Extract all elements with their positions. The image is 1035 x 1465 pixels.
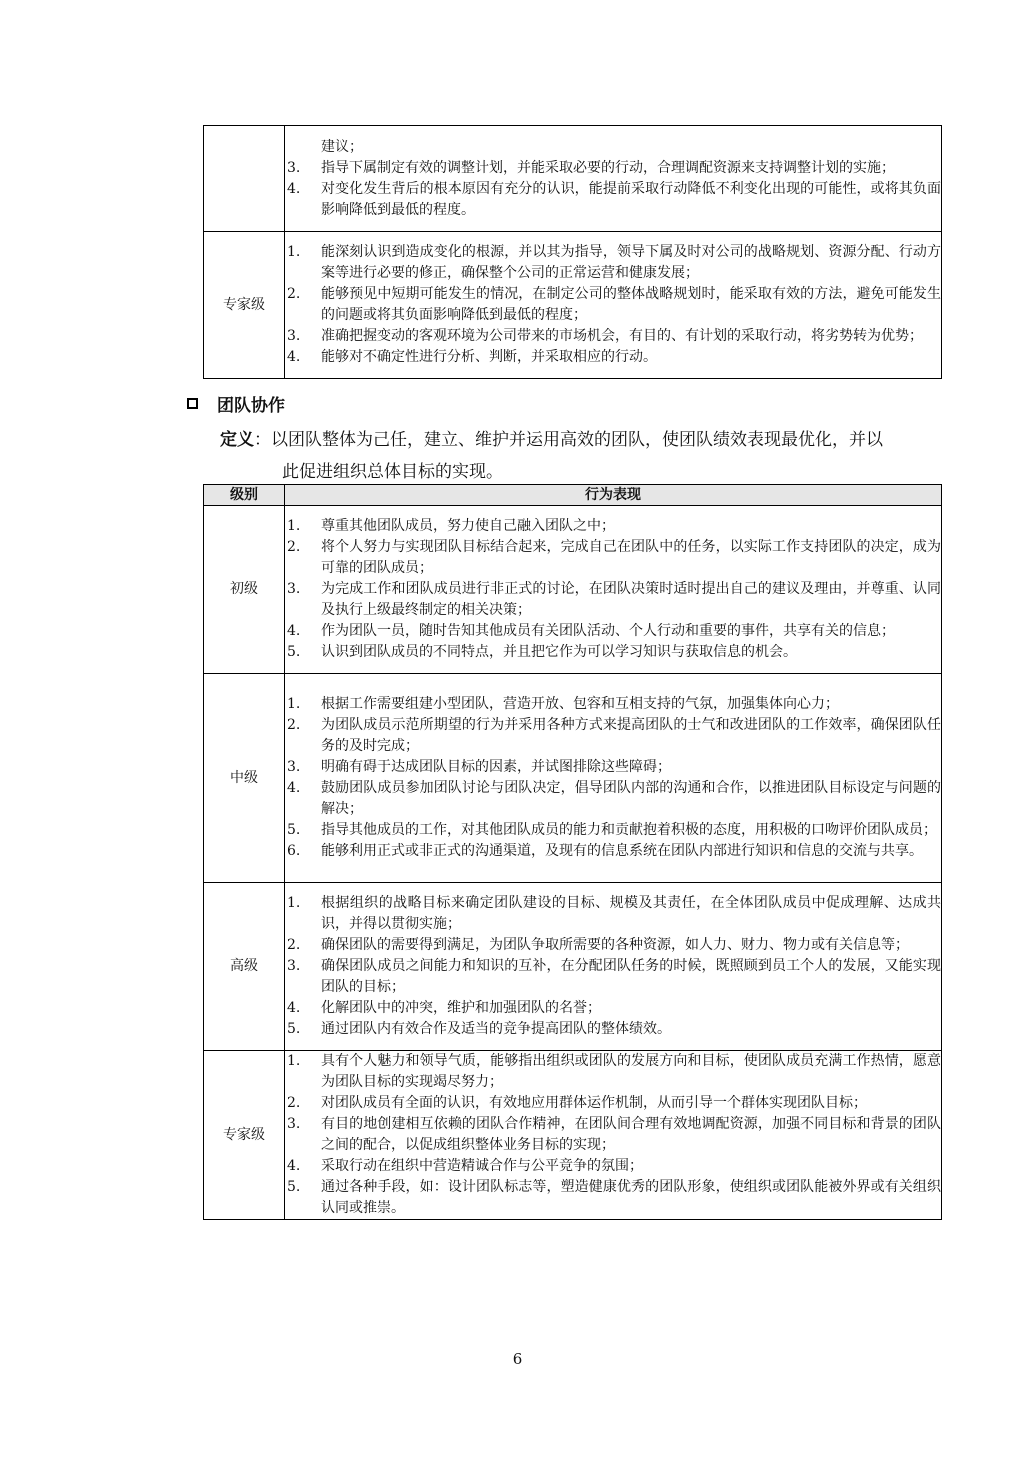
list-item: 4. 化解团队中的冲突，维护和加强团队的名誉；	[287, 1000, 601, 1016]
table-row	[204, 1051, 942, 1220]
team-collaboration-table	[203, 484, 942, 1220]
list-item: 4. 对变化发生背后的根本原因有充分的认识，能提前采取行动降低不利变化出现的可能性，或将其负面影响降低到最低的程度。	[287, 180, 941, 218]
list-item: 5. 通过团队内有效合作及适当的竞争提高团队的整体绩效。	[287, 1021, 671, 1037]
section-heading	[187, 391, 285, 416]
definition-text-continued: 此促进组织总体目标的实现。	[282, 462, 503, 482]
table-row	[204, 506, 942, 674]
list-item: 2. 确保团队的需要得到满足，为团队争取所需要的各种资源，如人力、财力、物力或有关信息等；	[287, 937, 909, 953]
list-item: 1. 具有个人魅力和领导气质，能够指出组织或团队的发展方向和目标，使团队成员充满工作热情，愿意为团队目标的实现竭尽努力；	[287, 1053, 941, 1090]
list-item: 4. 鼓励团队成员参加团队讨论与团队决定，倡导团队内部的沟通和合作，以推进团队目标设定与问题的解决；	[287, 780, 941, 817]
section-title: 团队协作	[217, 396, 285, 416]
level-cell: 中级	[204, 674, 285, 883]
level-cell: 高级	[204, 883, 285, 1051]
list-item: 2. 能够预见中短期可能发生的情况，在制定公司的整体战略规划时，能采取有效的方法，避免可能发生的问题或将其负面影响降低到最低的程度；	[287, 286, 941, 323]
definition-label: 定义	[220, 430, 254, 450]
list-item: 1. 根据工作需要组建小型团队，营造开放、包容和互相支持的气氛，加强集体向心力；	[287, 696, 839, 712]
list-item: 3. 为完成工作和团队成员进行非正式的讨论，在团队决策时适时提出自己的建议及理由，并尊重、认同及执行上级最终制定的相关决策；	[287, 581, 941, 618]
behavior-cell	[285, 883, 942, 1051]
adaptability-competency-table	[203, 125, 942, 379]
level-cell: 初级	[204, 506, 285, 674]
behavior-cell	[285, 674, 942, 883]
list-item: 1. 能深刻认识到造成变化的根源，并以其为指导，领导下属及时对公司的战略规划、资源分配、行动方案等进行必要的修正，确保整个公司的正常运营和健康发展；	[287, 244, 941, 281]
list-item: 2. 为团队成员示范所期望的行为并采用各种方式来提高团队的士气和改进团队的工作效率，确保团队任务的及时完成；	[287, 717, 941, 754]
list-item: 5. 指导其他成员的工作，对其他团队成员的能力和贡献抱着积极的态度，用积极的口吻评价团队成员；	[287, 822, 937, 838]
column-header-behavior: 行为表现	[285, 485, 942, 506]
page-number: 6	[512, 1350, 523, 1368]
definition-text: 以团队整体为己任，建立、维护并运用高效的团队，使团队绩效表现最优化，并以	[271, 430, 883, 450]
definition-paragraph: 定义：以团队整体为己任，建立、维护并运用高效的团队，使团队绩效表现最优化，并以 此促进组织总体目标的实现。	[220, 424, 938, 488]
list-item: 5. 认识到团队成员的不同特点，并且把它作为可以学习知识与获取信息的机会。	[287, 644, 797, 660]
list-item: 3. 准确把握变动的客观环境为公司带来的市场机会，有目的、有计划的采取行动，将劣势转为优势；	[287, 328, 923, 344]
level-cell: 专家级	[204, 232, 285, 379]
list-item: 5. 通过各种手段，如：设计团队标志等，塑造健康优秀的团队形象，使组织或团队能被外界或有关组织认同或推崇。	[287, 1179, 941, 1216]
continuation-text: 建议；	[321, 138, 363, 155]
list-item: 3. 明确有碍于达成团队目标的因素，并试图排除这些障碍；	[287, 759, 671, 775]
behavior-cell	[285, 232, 942, 379]
behavior-cell	[285, 1051, 942, 1220]
list-item: 6. 能够利用正式或非正式的沟通渠道，及现有的信息系统在团队内部进行知识和信息的交流与共享。	[287, 843, 923, 859]
behavior-cell	[285, 506, 942, 674]
table-row	[204, 883, 942, 1051]
list-item: 2. 将个人努力与实现团队目标结合起来，完成自己在团队中的任务，以实际工作支持团队的决定，成为可靠的团队成员；	[287, 539, 941, 576]
list-item: 3. 指导下属制定有效的调整计划，并能采取必要的行动，合理调配资源来支持调整计划的实施；	[287, 159, 895, 176]
column-header-level: 级别	[204, 485, 285, 506]
behavior-cell	[285, 126, 942, 232]
table-row	[204, 232, 942, 379]
list-item: 1. 尊重其他团队成员，努力使自己融入团队之中；	[287, 518, 615, 534]
table-row	[204, 674, 942, 883]
list-item: 4. 采取行动在组织中营造精诚合作与公平竞争的氛围；	[287, 1158, 643, 1174]
table-row	[204, 126, 942, 232]
list-item: 3. 确保团队成员之间能力和知识的互补，在分配团队任务的时候，既照顾到员工个人的发展，又能实现团队的目标；	[287, 958, 941, 995]
checkbox-bullet-icon	[187, 398, 198, 409]
list-item: 1. 根据组织的战略目标来确定团队建设的目标、规模及其责任，在全体团队成员中促成理解、达成共识，并得以贯彻实施；	[287, 895, 941, 932]
table-header-row	[204, 485, 942, 506]
list-item: 4. 能够对不确定性进行分析、判断，并采取相应的行动。	[287, 349, 657, 365]
list-item: 2. 对团队成员有全面的认识，有效地应用群体运作机制，从而引导一个群体实现团队目标；	[287, 1095, 867, 1111]
level-cell	[204, 126, 285, 232]
list-item: 4. 作为团队一员，随时告知其他成员有关团队活动、个人行动和重要的事件，共享有关的信息；	[287, 623, 895, 639]
list-item: 3. 有目的地创建相互依赖的团队合作精神，在团队间合理有效地调配资源，加强不同目标和背景的团队之间的配合，以促成组织整体业务目标的实现；	[287, 1116, 941, 1153]
level-cell: 专家级	[204, 1051, 285, 1220]
